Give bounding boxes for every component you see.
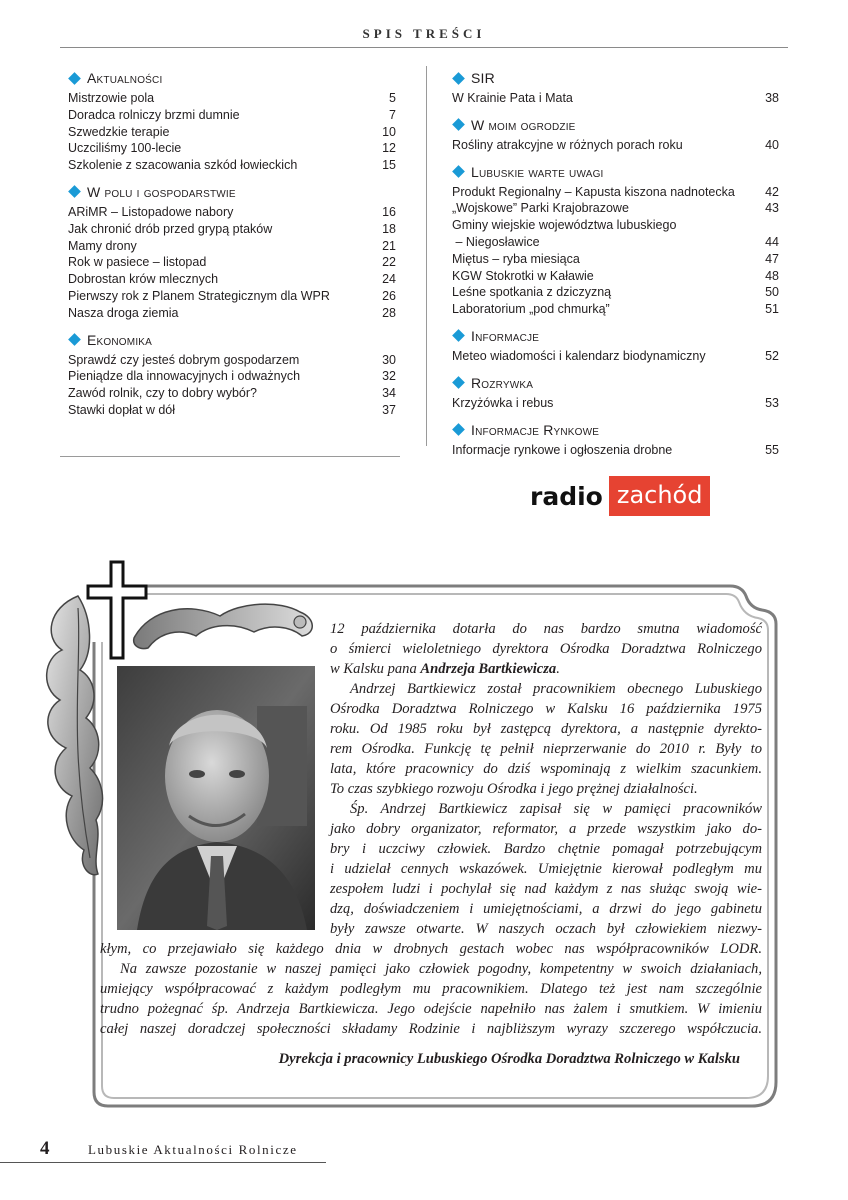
toc-entry[interactable]: [68, 140, 396, 157]
toc-entry[interactable]: [452, 268, 779, 285]
obit-line: Śp. Andrzej Bartkiewicz zapisał się w pamięci pracowników: [350, 801, 762, 817]
toc-entry-title: Produkt Regionalny – Kapusta kiszona nadnotecka: [452, 184, 735, 199]
toc-entry-title: Nasza droga ziemia: [68, 305, 179, 320]
toc-entry-title: Pierwszy rok z Planem Strategicznym dla WPR: [68, 288, 330, 303]
diamond-bullet-icon: [68, 186, 81, 199]
toc-section-heading: [68, 68, 396, 88]
toc-section-title: Informacje: [471, 327, 540, 344]
toc-entry-page: 7: [389, 107, 396, 122]
toc-entry[interactable]: [452, 348, 779, 365]
toc-entry-page: 5: [389, 91, 396, 105]
toc-section: [68, 330, 396, 419]
obit-line: umiejący współpracować z każdym podległym mu pracownikiem. Dlatego też jest nam szczególnie: [100, 981, 762, 997]
toc-entry-page: [759, 217, 779, 234]
toc-entry-title: Uczciliśmy 100-lecie: [68, 141, 182, 156]
cross-icon: [86, 560, 148, 660]
toc-section-heading: [452, 68, 779, 88]
toc-section-title: W polu i gospodarstwie: [87, 183, 236, 200]
toc-section-heading: [68, 330, 396, 350]
toc-entry-title: Leśne spotkania z dziczyzną: [452, 285, 612, 300]
diamond-bullet-icon: [452, 72, 465, 85]
obit-name-tail: .: [556, 661, 560, 677]
obit-line: Ośrodka Doradztwa Rolniczego w Kalsku 16 października 1975: [330, 701, 762, 717]
page-header: [60, 26, 788, 48]
toc-entry-page: 21: [382, 238, 396, 253]
toc-entry-page: 24: [382, 272, 396, 287]
toc-section: [452, 68, 779, 107]
toc-entry[interactable]: [68, 90, 396, 107]
toc-entry-title: Pieniądze dla innowacyjnych i odważnych: [68, 369, 301, 384]
toc-entry-page: 42: [765, 184, 779, 199]
footer-magazine-title: Lubuskie Aktualności Rolnicze: [88, 1142, 298, 1157]
toc-entry[interactable]: [452, 90, 779, 107]
toc-entry[interactable]: [452, 137, 779, 154]
toc-entry-page: 53: [765, 395, 779, 410]
toc-entry-page: 16: [382, 204, 396, 219]
toc-section-title: W moim ogrodzie: [471, 116, 576, 133]
toc-entry-title: – Niegosławice: [452, 234, 540, 249]
toc-section-title: SIR: [471, 70, 495, 86]
toc-entry-page: 34: [382, 386, 396, 401]
toc-entry-page: 26: [382, 288, 396, 303]
obit-line: Andrzej Bartkiewicz został pracownikiem obecnego Lubuskiego: [350, 681, 762, 697]
diamond-bullet-icon: [452, 330, 465, 343]
toc-section-heading: [452, 420, 779, 440]
toc-section-heading: [68, 182, 396, 202]
toc-entry-title: Rośliny atrakcyjne w różnych porach roku: [452, 137, 683, 152]
toc-entry-title: Doradca rolniczy brzmi dumnie: [68, 107, 240, 122]
toc-entry[interactable]: [68, 124, 396, 141]
toc-entry-title: Zawód rolnik, czy to dobry wybór?: [68, 386, 257, 401]
diamond-bullet-icon: [452, 165, 465, 178]
toc-entry-title: „Wojskowe” Parki Krajobrazowe: [452, 201, 629, 216]
obituary-text-top: [330, 619, 762, 939]
obit-line: roku. Od 1985 roku był zastępcą dyrektora, a następnie dyrekto-: [330, 721, 762, 737]
diamond-bullet-icon: [68, 333, 81, 346]
toc-entry[interactable]: [452, 184, 779, 201]
toc-entry-title: Dobrostan krów mlecznych: [68, 272, 219, 287]
obit-line: rem Ośrodka. Funkcję tę pełnił nieprzerwanie do 2010 r. Były to: [330, 741, 762, 757]
obit-line: o śmierci wieloletniego dyrektora Ośrodka Doradztwa Rolniczego: [330, 641, 762, 657]
toc-entry-title: Krzyżówka i rebus: [452, 395, 554, 410]
footer-page-number: 4: [40, 1138, 50, 1159]
toc-entry[interactable]: [68, 238, 396, 255]
obit-line: bry i uczciwy człowiek. Bardzo chętnie pomagał potrzebującym: [330, 841, 762, 857]
toc-entry-page: 10: [382, 124, 396, 139]
obit-line: To czas szybkiego rozwoju Ośrodka i jego prężnej działalności.: [330, 781, 698, 797]
toc-section: [452, 420, 779, 459]
toc-entry-title: Stawki dopłat w dół: [68, 402, 176, 417]
toc-entry-title: Laboratorium „pod chmurką”: [452, 302, 610, 317]
toc-section: [68, 68, 396, 174]
logo-word: radio: [530, 481, 603, 511]
toc-entry-title: Gminy wiejskie województwa lubuskiego: [452, 218, 677, 233]
toc-entry[interactable]: [68, 288, 396, 305]
obituary-text-bottom: [100, 939, 762, 1039]
toc-entry-page: 48: [765, 268, 779, 283]
toc-entry-title: KGW Stokrotki w Kaławie: [452, 268, 594, 283]
toc-entry-page: 52: [765, 348, 779, 363]
toc-section: [68, 182, 396, 322]
toc-entry-title: Szwedzkie terapie: [68, 124, 170, 139]
toc-section-title: Informacje Rynkowe: [471, 421, 600, 438]
toc-entry-page: 44: [765, 234, 779, 249]
toc-section-heading: [452, 162, 779, 182]
footer-rule: [0, 1162, 326, 1163]
toc-entry[interactable]: [452, 234, 779, 251]
toc-entry[interactable]: [68, 385, 396, 402]
obit-line: i udzielał cennych wskazówek. Umiejętnie kierował podległym mu: [330, 861, 762, 877]
diamond-bullet-icon: [68, 72, 81, 85]
toc-entry-page: 47: [765, 251, 779, 266]
obit-line: zespołem ludzi i pochylał się nad każdym z nas służąc swoją wie-: [330, 881, 762, 897]
toc-entry[interactable]: [68, 402, 396, 419]
toc-entry-title: ARiMR – Listopadowe nabory: [68, 204, 234, 219]
obit-line: jako dobry organizator, reformator, a przede wszystkim jako do-: [330, 821, 762, 837]
toc-entry-title: Mistrzowie pola: [68, 91, 155, 105]
toc-entry[interactable]: [452, 442, 779, 459]
toc-entry[interactable]: [452, 200, 779, 217]
toc-entry-page: 15: [382, 158, 396, 173]
obit-line: 12 października dotarła do nas bardzo smutna wiadomość: [330, 621, 762, 637]
toc-entry-page: 50: [765, 285, 779, 300]
obit-line: trudno pożegnać śp. Andrzeja Bartkiewicza. Jego odejście napełniło nas żalem i smutkiem. W imieniu: [100, 1001, 762, 1017]
diamond-bullet-icon: [452, 423, 465, 436]
toc-entry[interactable]: [68, 305, 396, 322]
toc-entry-title: Jak chronić drób przed grypą ptaków: [68, 221, 273, 236]
column-divider: [426, 66, 427, 446]
toc-section: [452, 162, 779, 318]
toc-entry-page: 51: [765, 302, 779, 317]
toc-entry-page: 43: [765, 201, 779, 216]
obit-line: lata, które pracownicy do dziś wspominają z wielkim szacunkiem.: [330, 761, 762, 777]
toc-entry[interactable]: [68, 271, 396, 288]
toc-entry[interactable]: [68, 368, 396, 385]
toc-entry-page: 40: [765, 137, 779, 152]
logo-box: zachód: [609, 476, 711, 516]
toc-entry-title: Miętus – ryba miesiąca: [452, 251, 580, 266]
toc-entry-page: 18: [382, 221, 396, 236]
toc-entry[interactable]: [452, 251, 779, 268]
toc-left-column: [68, 68, 396, 427]
toc-section: [452, 373, 779, 412]
toc-entry[interactable]: [452, 301, 779, 318]
diamond-bullet-icon: [452, 118, 465, 131]
toc-entry[interactable]: [68, 254, 396, 271]
toc-entry[interactable]: [68, 221, 396, 238]
obituary-signature: Dyrekcja i pracownicy Lubuskiego Ośrodka Doradztwa Rolniczego w Kalsku: [278, 1051, 740, 1067]
toc-section-title: Aktualności: [87, 70, 163, 86]
toc-section-title: Lubuskie warte uwagi: [471, 163, 604, 180]
toc-entry[interactable]: [68, 157, 396, 174]
toc-entry-title: Mamy drony: [68, 238, 137, 253]
toc-entry-page: 55: [765, 442, 779, 457]
toc-entry-title: Meteo wiadomości i kalendarz biodynamiczny: [452, 348, 706, 363]
radio-zachod-logo: [530, 474, 710, 518]
toc-entry-title: Informacje rynkowe i ogłoszenia drobne: [452, 442, 673, 457]
diamond-bullet-icon: [452, 376, 465, 389]
toc-entry-page: 37: [382, 402, 396, 417]
section-divider: [60, 456, 400, 457]
obit-line: Na zawsze pozostanie w naszej pamięci jako człowiek pogodny, kompetentny w swoich działaniach,: [120, 961, 762, 977]
toc-section: [452, 115, 779, 154]
toc-entry[interactable]: [68, 204, 396, 221]
toc-entry-title: Sprawdź czy jesteś dobrym gospodarzem: [68, 352, 300, 367]
ornament-top: [130, 598, 320, 658]
toc-entry-page: 22: [382, 255, 396, 270]
toc-entry[interactable]: [452, 395, 779, 412]
toc-entry[interactable]: [452, 284, 779, 301]
toc-section-heading: [452, 115, 779, 135]
toc-entry-title: W Krainie Pata i Mata: [452, 91, 573, 105]
toc-section-heading: [452, 326, 779, 346]
toc-section-heading: [452, 373, 779, 393]
toc-entry[interactable]: [452, 217, 779, 234]
toc-entry[interactable]: [68, 352, 396, 369]
toc-entry-page: 30: [382, 352, 396, 367]
obit-line: były zawsze otwarte. W naszych oczach był człowiekiem niezwy-: [330, 921, 762, 937]
obit-line: całej naszej doradczej społeczności składamy Rodzinie i najbliższym wyrazy szczerego współczucia.: [100, 1021, 762, 1037]
toc-section-title: Rozrywka: [471, 374, 534, 391]
obit-line-prefix: w Kalsku pana: [330, 661, 421, 677]
toc-right-column: [452, 68, 779, 466]
obit-name: Andrzeja Bartkiewicza: [420, 661, 557, 677]
obit-line: dzą, doświadczeniem i umiejętnościami, a drzwi do jego gabinetu: [330, 901, 762, 917]
page-header-title: SPIS TREŚCI: [362, 26, 486, 41]
obit-line-name: [330, 659, 762, 679]
obit-line: kłym, co przejawiało się każdego dnia w drobnych gestach wobec nas współpracowników LODR.: [100, 941, 762, 957]
toc-entry-title: Rok w pasiece – listopad: [68, 255, 207, 270]
toc-section: [452, 326, 779, 365]
toc-entry-page: 38: [765, 91, 779, 105]
toc-entry-page: 12: [382, 141, 396, 156]
portrait-photo: [117, 666, 315, 930]
toc-entry-title: Szkolenie z szacowania szkód łowieckich: [68, 158, 298, 173]
toc-entry[interactable]: [68, 107, 396, 124]
toc-entry-page: 32: [382, 369, 396, 384]
toc-entry-page: 28: [382, 305, 396, 320]
toc-section-title: Ekonomika: [87, 331, 153, 348]
